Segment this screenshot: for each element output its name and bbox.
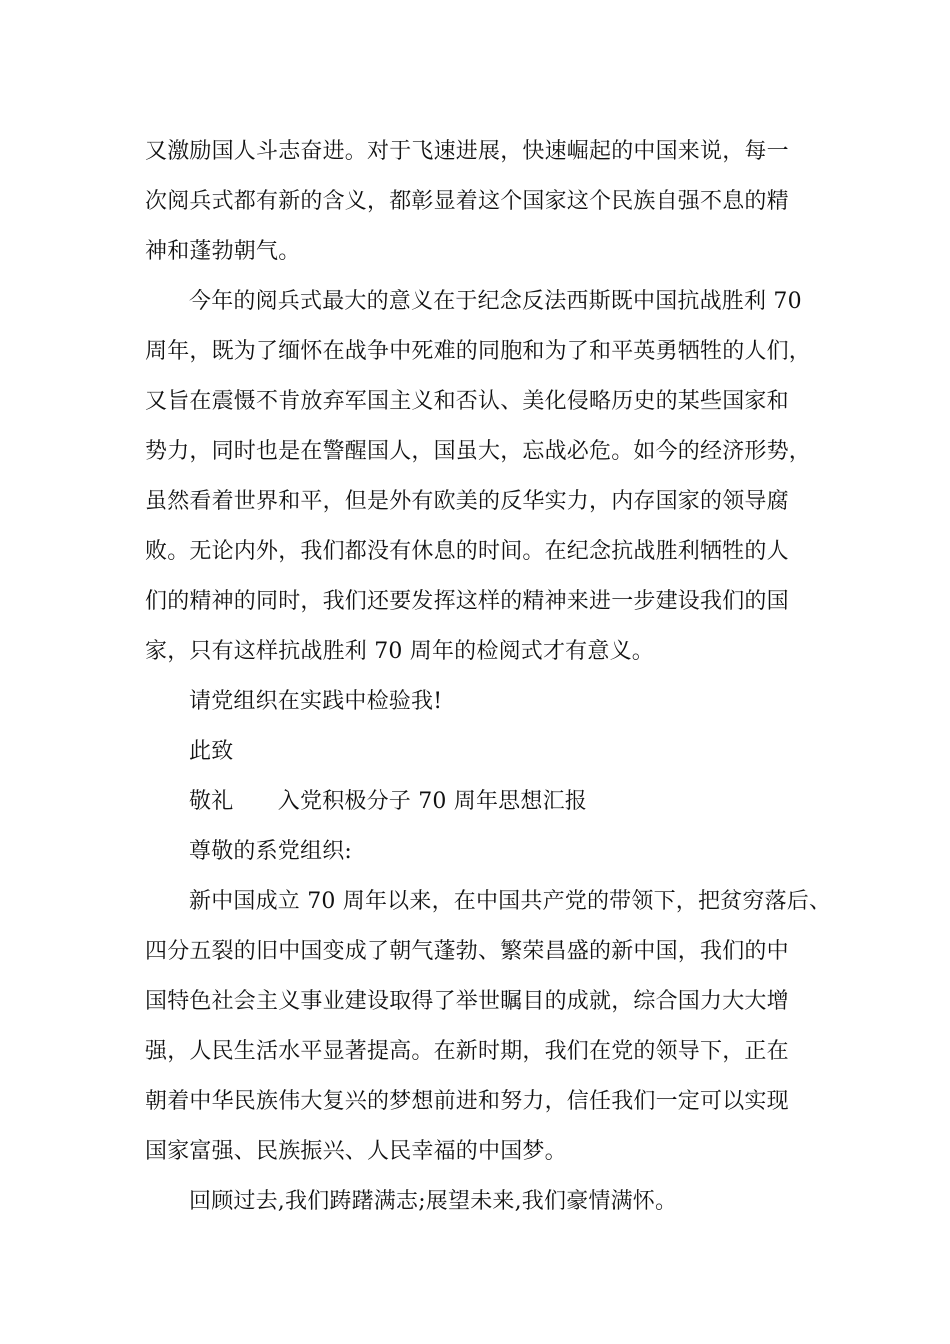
paragraph-line: 周年，既为了缅怀在战争中死难的同胞和为了和平英勇牺牲的人们， (145, 339, 812, 364)
paragraph-line: 又旨在震慑不肯放弃军国主义和否认、美化侵略历史的某些国家和 (145, 389, 789, 414)
greeting-line: 尊敬的系党组织: (189, 839, 353, 864)
paragraph-line: 又激励国人斗志奋进。对于飞速进展，快速崛起的中国来说，每一 (145, 139, 789, 164)
closing-line: 此致 (189, 739, 234, 764)
paragraph-line: 强，人民生活水平显著提高。在新时期，我们在党的领导下，正在 (145, 1039, 789, 1064)
request-line: 请党组织在实践中检验我! (189, 689, 443, 714)
paragraph-line: 朝着中华民族伟大复兴的梦想前进和努力，信任我们一定可以实现 (145, 1089, 789, 1114)
paragraph-line: 家，只有这样抗战胜利 70 周年的检阅式才有意义。 (145, 639, 654, 664)
paragraph-line: 们的精神的同时，我们还要发挥这样的精神来进一步建设我们的国 (145, 589, 789, 614)
paragraph-line: 败。无论内外，我们都没有休息的时间。在纪念抗战胜利牺牲的人 (145, 539, 789, 564)
salutation-title-line: 敬礼 入党积极分子 70 周年思想汇报 (189, 789, 587, 814)
paragraph-line: 四分五裂的旧中国变成了朝气蓬勃、繁荣昌盛的新中国，我们的中 (145, 939, 789, 964)
paragraph-line: 国家富强、民族振兴、人民幸福的中国梦。 (145, 1139, 567, 1164)
paragraph-line: 势力，同时也是在警醒国人，国虽大，忘战必危。如今的经济形势， (145, 439, 812, 464)
paragraph-line: 次阅兵式都有新的含义，都彰显着这个国家这个民族自强不息的精 (145, 189, 789, 214)
paragraph-line: 新中国成立 70 周年以来，在中国共产党的带领下，把贫穷落后、 (189, 889, 832, 914)
paragraph-line: 国特色社会主义事业建设取得了举世瞩目的成就，综合国力大大增 (145, 989, 789, 1014)
paragraph-line: 回顾过去,我们踌躇满志;展望未来,我们豪情满怀。 (189, 1189, 678, 1214)
paragraph-line: 虽然看着世界和平，但是外有欧美的反华实力，内存国家的领导腐 (145, 489, 789, 514)
paragraph-line: 神和蓬勃朝气。 (145, 239, 301, 264)
paragraph-line: 今年的阅兵式最大的意义在于纪念反法西斯既中国抗战胜利 70 (189, 289, 802, 314)
